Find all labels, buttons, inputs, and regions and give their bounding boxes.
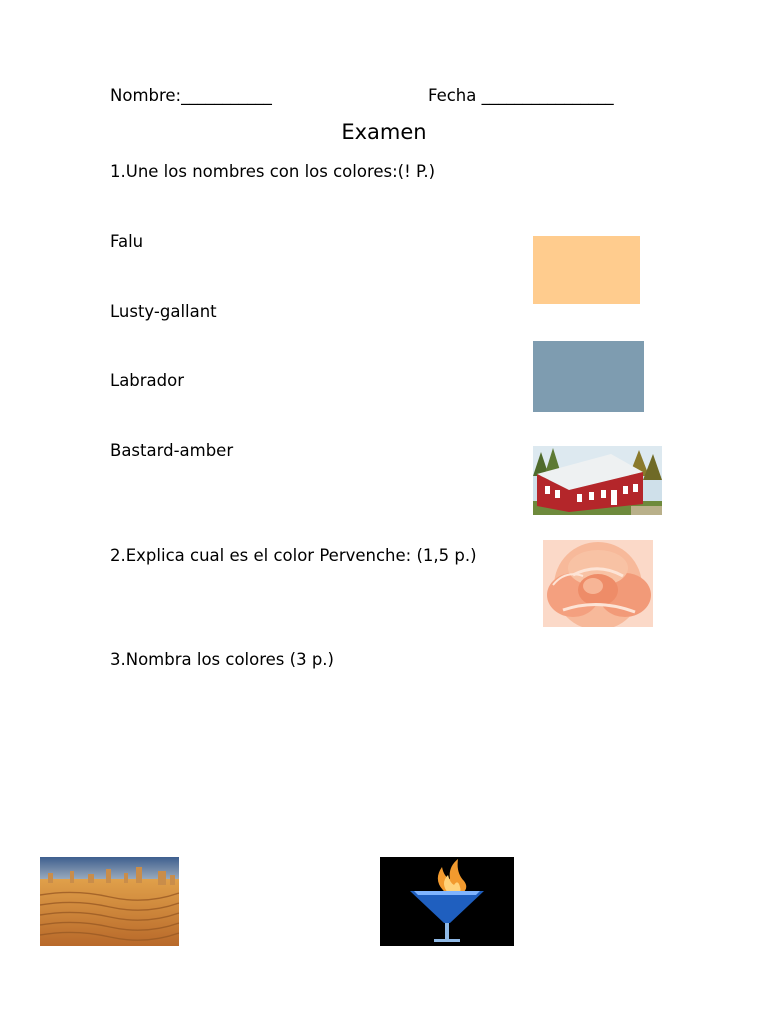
flaming-cocktail-image	[380, 857, 514, 946]
name-field-label: Nombre:___________	[110, 86, 272, 105]
color-name-bastard-amber: Bastard-amber	[110, 441, 234, 460]
peach-rose-image	[543, 540, 653, 627]
red-house-image	[533, 446, 662, 515]
color-name-lusty-gallant: Lusty-gallant	[110, 302, 217, 321]
blue-gray-color-swatch	[533, 341, 644, 412]
page-title: Examen	[341, 120, 427, 144]
color-name-falu: Falu	[110, 232, 144, 251]
date-field-label: Fecha ________________	[428, 86, 614, 105]
peach-color-swatch	[533, 236, 640, 304]
question-1-prompt: 1.Une los nombres con los colores:(! P.)	[110, 162, 436, 181]
color-name-labrador: Labrador	[110, 371, 185, 390]
question-3-prompt: 3.Nombra los colores (3 p.)	[110, 650, 334, 669]
question-2-prompt: 2.Explica cual es el color Pervenche: (1,5 p.)	[110, 546, 477, 565]
desert-dunes-image	[40, 857, 179, 946]
